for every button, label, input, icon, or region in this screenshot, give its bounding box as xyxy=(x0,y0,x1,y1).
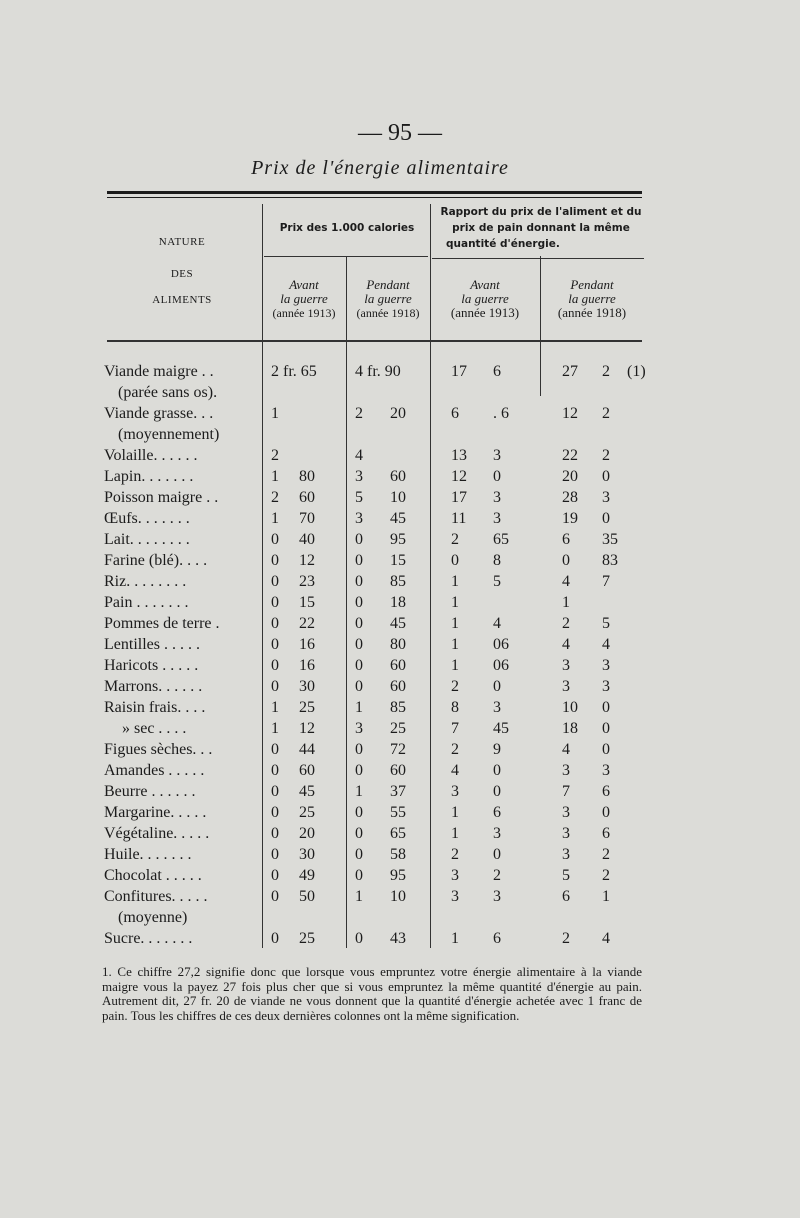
cell-v5: 13 xyxy=(451,447,467,464)
row-label: Pain . . . . . . . xyxy=(104,594,189,611)
cell-v8: 3 xyxy=(602,678,610,695)
top-rule-thin xyxy=(107,197,642,198)
cell-v5: 1 xyxy=(451,930,459,947)
cell-v3: 0 xyxy=(355,573,363,590)
cell-v4: 58 xyxy=(390,846,406,863)
cell-v1: 0 xyxy=(271,657,279,674)
table-row xyxy=(0,592,800,613)
cell-v5: 17 xyxy=(451,489,467,506)
table-row xyxy=(0,886,800,907)
cell-v7: 4 xyxy=(562,741,570,758)
cell-v4: 37 xyxy=(390,783,406,800)
table-row xyxy=(0,445,800,466)
cell-v8: 0 xyxy=(602,804,610,821)
cell-v6: 3 xyxy=(493,489,501,506)
cell-v3: 0 xyxy=(355,846,363,863)
cell-v1: 0 xyxy=(271,783,279,800)
cell-v8: 2 xyxy=(602,447,610,464)
cell-v3: 0 xyxy=(355,762,363,779)
header-col1-l1: Avant xyxy=(289,277,319,292)
header-group1: Prix des 1.000 calories xyxy=(279,222,415,234)
cell-v6: 3 xyxy=(493,825,501,842)
cell-v1: 0 xyxy=(271,594,279,611)
cell-v7: 3 xyxy=(562,804,570,821)
table-row xyxy=(0,781,800,802)
cell-v7: 3 xyxy=(562,657,570,674)
cell-v1: 0 xyxy=(271,552,279,569)
cell-v4: 95 xyxy=(390,867,406,884)
header-col3-l1: Avant xyxy=(470,277,500,292)
cell-v2: 30 xyxy=(299,678,315,695)
cell-v1: 0 xyxy=(271,741,279,758)
cell-v8: 0 xyxy=(602,741,610,758)
footnote: 1. Ce chiffre 27,2 signifie donc que lorsque vous empruntez votre énergie alimentaire à la viande maigre vous la payez 27 fois plus cher que si vous empruntez la même quantité d'énergie au pain. Autrement dit, 27 fr. 20 de viande ne vous donnent que la quantité d'énergie achetée avec 1 franc de pain. Tous les chiffres de ces deux dernières colonnes ont la même signification. xyxy=(102,964,642,1023)
cell-v6: 3 xyxy=(493,510,501,527)
header-col2-l3: (année 1918) xyxy=(356,306,420,320)
cell-note: (1) xyxy=(627,363,646,380)
cell-v5: 3 xyxy=(451,867,459,884)
header-col2-l2: la guerre xyxy=(364,291,412,306)
cell-v8: 6 xyxy=(602,783,610,800)
cell-v6: 45 xyxy=(493,720,509,737)
cell-v4: 95 xyxy=(390,531,406,548)
row-label: Marrons. . . . . . xyxy=(104,678,203,695)
header-col2 xyxy=(346,278,430,320)
header-col4-l3: (année 1918) xyxy=(557,305,627,320)
row-label: Raisin frais. . . . xyxy=(104,699,206,716)
cell-v2: 22 xyxy=(299,615,315,632)
table-row xyxy=(0,613,800,634)
row-label: Lentilles . . . . . xyxy=(104,636,200,653)
cell-v3: 0 xyxy=(355,825,363,842)
row-label: Margarine. . . . . xyxy=(104,804,207,821)
cell-v4: 85 xyxy=(390,699,406,716)
header-col1-l3: (année 1913) xyxy=(272,306,336,320)
cell-v7: 19 xyxy=(562,510,578,527)
cell-v3: 0 xyxy=(355,657,363,674)
table-row xyxy=(0,571,800,592)
cell-v3: 4 fr. 90 xyxy=(355,363,401,380)
cell-v4: 60 xyxy=(390,657,406,674)
table-row xyxy=(0,361,800,382)
cell-v5: 1 xyxy=(451,804,459,821)
cell-v4: 10 xyxy=(390,888,406,905)
cell-v6: 3 xyxy=(493,447,501,464)
cell-v4: 10 xyxy=(390,489,406,506)
cell-v1: 2 xyxy=(271,447,279,464)
cell-v3: 0 xyxy=(355,678,363,695)
cell-v8: 0 xyxy=(602,699,610,716)
group2-brace-line xyxy=(432,258,644,259)
cell-v8: 5 xyxy=(602,615,610,632)
cell-v6: 6 xyxy=(493,930,501,947)
row-label: Viande maigre . . xyxy=(104,363,214,380)
cell-v6: . 6 xyxy=(493,405,509,422)
cell-v8: 2 xyxy=(602,405,610,422)
row-label: Végétaline. . . . . xyxy=(104,825,210,842)
cell-v5: 11 xyxy=(451,510,467,527)
cell-v4: 65 xyxy=(390,825,406,842)
table-row xyxy=(0,823,800,844)
cell-v2: 25 xyxy=(299,699,315,716)
row-label: Huile. . . . . . . xyxy=(104,846,192,863)
table-row xyxy=(0,844,800,865)
cell-v5: 1 xyxy=(451,825,459,842)
cell-v5: 3 xyxy=(451,783,459,800)
cell-v6: 65 xyxy=(493,531,509,548)
cell-v2: 25 xyxy=(299,930,315,947)
table-row xyxy=(0,928,800,949)
cell-v5: 1 xyxy=(451,636,459,653)
cell-v5: 8 xyxy=(451,699,459,716)
cell-v6: 9 xyxy=(493,741,501,758)
cell-v5: 1 xyxy=(451,573,459,590)
cell-v7: 10 xyxy=(562,699,578,716)
row-label: Lait. . . . . . . . xyxy=(104,531,190,548)
cell-v8: 6 xyxy=(602,825,610,842)
cell-v1: 1 xyxy=(271,720,279,737)
cell-v7: 4 xyxy=(562,573,570,590)
cell-v8: 35 xyxy=(602,531,618,548)
top-rule-thick xyxy=(107,191,642,194)
table-row xyxy=(0,466,800,487)
row-label: Riz. . . . . . . . xyxy=(104,573,187,590)
cell-v7: 6 xyxy=(562,888,570,905)
cell-v3: 4 xyxy=(355,447,363,464)
cell-v4: 18 xyxy=(390,594,406,611)
cell-v5: 12 xyxy=(451,468,467,485)
page-number: — 95 — xyxy=(358,120,442,146)
cell-v3: 3 xyxy=(355,510,363,527)
table-row xyxy=(0,487,800,508)
cell-v1: 0 xyxy=(271,531,279,548)
table-row xyxy=(0,550,800,571)
table-row xyxy=(0,382,800,403)
row-label: (moyennement) xyxy=(118,426,220,443)
cell-v7: 27 xyxy=(562,363,578,380)
row-label: Figues sèches. . . xyxy=(104,741,213,758)
cell-v5: 0 xyxy=(451,552,459,569)
cell-v6: 0 xyxy=(493,846,501,863)
cell-v8: 3 xyxy=(602,489,610,506)
cell-v4: 20 xyxy=(390,405,406,422)
cell-v7: 12 xyxy=(562,405,578,422)
cell-v1: 0 xyxy=(271,573,279,590)
row-label: Viande grasse. . . xyxy=(104,405,214,422)
header-group2-line3: quantité d'énergie. xyxy=(446,238,560,250)
cell-v4: 43 xyxy=(390,930,406,947)
cell-v2: 44 xyxy=(299,741,315,758)
cell-v5: 2 xyxy=(451,531,459,548)
cell-v1: 1 xyxy=(271,699,279,716)
table-row xyxy=(0,655,800,676)
cell-v3: 3 xyxy=(355,468,363,485)
cell-v4: 15 xyxy=(390,552,406,569)
header-col4-l2: la guerre xyxy=(568,291,616,306)
cell-v7: 0 xyxy=(562,552,570,569)
cell-v1: 1 xyxy=(271,510,279,527)
cell-v2: 60 xyxy=(299,489,315,506)
cell-v7: 1 xyxy=(562,594,570,611)
cell-v8: 4 xyxy=(602,930,610,947)
cell-v2: 20 xyxy=(299,825,315,842)
cell-v4: 80 xyxy=(390,636,406,653)
cell-v4: 60 xyxy=(390,678,406,695)
cell-v2: 25 xyxy=(299,804,315,821)
table-row xyxy=(0,676,800,697)
cell-v7: 2 xyxy=(562,615,570,632)
cell-v4: 45 xyxy=(390,615,406,632)
cell-v3: 0 xyxy=(355,804,363,821)
cell-v2: 40 xyxy=(299,531,315,548)
cell-v8: 1 xyxy=(602,888,610,905)
header-aliments: ALIMENTS xyxy=(152,294,212,306)
cell-v5: 2 xyxy=(451,678,459,695)
row-label: Lapin. . . . . . . xyxy=(104,468,194,485)
cell-v8: 0 xyxy=(602,720,610,737)
cell-v4: 60 xyxy=(390,762,406,779)
cell-v4: 60 xyxy=(390,468,406,485)
cell-v8: 3 xyxy=(602,762,610,779)
cell-v7: 22 xyxy=(562,447,578,464)
cell-v6: 8 xyxy=(493,552,501,569)
cell-v8: 2 xyxy=(602,363,610,380)
cell-v6: 0 xyxy=(493,783,501,800)
cell-v3: 0 xyxy=(355,636,363,653)
cell-v6: 0 xyxy=(493,762,501,779)
cell-v7: 3 xyxy=(562,825,570,842)
cell-v1: 0 xyxy=(271,762,279,779)
group1-brace-line xyxy=(264,256,428,257)
row-label: Farine (blé). . . . xyxy=(104,552,208,569)
cell-v6: 06 xyxy=(493,636,509,653)
cell-v2: 12 xyxy=(299,552,315,569)
table-row xyxy=(0,697,800,718)
cell-v5: 1 xyxy=(451,657,459,674)
cell-v1: 0 xyxy=(271,825,279,842)
cell-v8: 2 xyxy=(602,846,610,863)
table-row xyxy=(0,760,800,781)
cell-v3: 0 xyxy=(355,867,363,884)
cell-v7: 6 xyxy=(562,531,570,548)
cell-v8: 4 xyxy=(602,636,610,653)
row-label: Haricots . . . . . xyxy=(104,657,199,674)
row-label: Volaille. . . . . . xyxy=(104,447,198,464)
cell-v7: 28 xyxy=(562,489,578,506)
row-label: » sec . . . . xyxy=(122,720,187,737)
cell-v5: 3 xyxy=(451,888,459,905)
header-group2-line2: prix de pain donnant la même xyxy=(452,222,630,234)
header-col3-l3: (année 1913) xyxy=(450,305,520,320)
row-label: Poisson maigre . . xyxy=(104,489,219,506)
header-col1 xyxy=(262,278,346,320)
row-label: (moyenne) xyxy=(118,909,188,926)
cell-v1: 2 fr. 65 xyxy=(271,363,317,380)
row-label: Pommes de terre . xyxy=(104,615,220,632)
cell-v6: 0 xyxy=(493,468,501,485)
cell-v2: 30 xyxy=(299,846,315,863)
cell-v2: 49 xyxy=(299,867,315,884)
cell-v5: 6 xyxy=(451,405,459,422)
cell-v3: 3 xyxy=(355,720,363,737)
cell-v8: 7 xyxy=(602,573,610,590)
cell-v3: 2 xyxy=(355,405,363,422)
cell-v6: 0 xyxy=(493,678,501,695)
cell-v2: 80 xyxy=(299,468,315,485)
cell-v3: 5 xyxy=(355,489,363,506)
row-label: Beurre . . . . . . xyxy=(104,783,196,800)
cell-v5: 2 xyxy=(451,741,459,758)
cell-v5: 7 xyxy=(451,720,459,737)
table-row xyxy=(0,739,800,760)
cell-v8: 3 xyxy=(602,657,610,674)
cell-v6: 2 xyxy=(493,867,501,884)
table-row xyxy=(0,403,800,424)
cell-v2: 50 xyxy=(299,888,315,905)
cell-v4: 85 xyxy=(390,573,406,590)
cell-v3: 0 xyxy=(355,930,363,947)
header-bottom-rule xyxy=(107,340,642,342)
cell-v5: 1 xyxy=(451,594,459,611)
header-des: DES xyxy=(170,268,194,280)
cell-v2: 16 xyxy=(299,657,315,674)
cell-v7: 4 xyxy=(562,636,570,653)
row-label: (parée sans os). xyxy=(118,384,218,401)
cell-v7: 2 xyxy=(562,930,570,947)
table-row xyxy=(0,907,800,928)
cell-v3: 0 xyxy=(355,741,363,758)
cell-v1: 0 xyxy=(271,846,279,863)
header-nature: NATURE xyxy=(158,236,206,248)
cell-v8: 83 xyxy=(602,552,618,569)
cell-v6: 5 xyxy=(493,573,501,590)
table-row xyxy=(0,634,800,655)
cell-v6: 3 xyxy=(493,699,501,716)
cell-v6: 6 xyxy=(493,804,501,821)
cell-v4: 72 xyxy=(390,741,406,758)
row-label: Œufs. . . . . . . xyxy=(104,510,190,527)
cell-v4: 45 xyxy=(390,510,406,527)
row-label: Confitures. . . . . xyxy=(104,888,208,905)
cell-v8: 0 xyxy=(602,468,610,485)
cell-v1: 0 xyxy=(271,930,279,947)
header-group2-line1: Rapport du prix de l'aliment et du xyxy=(440,206,642,218)
cell-v6: 06 xyxy=(493,657,509,674)
cell-v2: 12 xyxy=(299,720,315,737)
cell-v1: 0 xyxy=(271,615,279,632)
row-label: Chocolat . . . . . xyxy=(104,867,202,884)
cell-v6: 3 xyxy=(493,888,501,905)
cell-v1: 1 xyxy=(271,468,279,485)
cell-v6: 4 xyxy=(493,615,501,632)
table-row xyxy=(0,508,800,529)
cell-v2: 45 xyxy=(299,783,315,800)
cell-v5: 4 xyxy=(451,762,459,779)
cell-v6: 6 xyxy=(493,363,501,380)
cell-v8: 0 xyxy=(602,510,610,527)
cell-v2: 15 xyxy=(299,594,315,611)
cell-v3: 1 xyxy=(355,699,363,716)
cell-v7: 20 xyxy=(562,468,578,485)
cell-v1: 1 xyxy=(271,405,279,422)
cell-v4: 55 xyxy=(390,804,406,821)
cell-v3: 1 xyxy=(355,888,363,905)
table-row xyxy=(0,802,800,823)
cell-v1: 0 xyxy=(271,888,279,905)
header-col4-l1: Pendant xyxy=(570,277,614,292)
header-col2-l1: Pendant xyxy=(366,277,410,292)
cell-v7: 5 xyxy=(562,867,570,884)
cell-v3: 0 xyxy=(355,531,363,548)
row-label: Sucre. . . . . . . xyxy=(104,930,193,947)
table-row xyxy=(0,865,800,886)
cell-v7: 7 xyxy=(562,783,570,800)
cell-v4: 25 xyxy=(390,720,406,737)
header-col3 xyxy=(430,278,540,320)
cell-v3: 1 xyxy=(355,783,363,800)
cell-v2: 16 xyxy=(299,636,315,653)
cell-v1: 0 xyxy=(271,804,279,821)
cell-v3: 0 xyxy=(355,594,363,611)
table-row xyxy=(0,718,800,739)
cell-v7: 3 xyxy=(562,678,570,695)
cell-v7: 18 xyxy=(562,720,578,737)
cell-v5: 2 xyxy=(451,846,459,863)
row-label: Amandes . . . . . xyxy=(104,762,205,779)
cell-v1: 0 xyxy=(271,867,279,884)
cell-v2: 23 xyxy=(299,573,315,590)
header-col3-l2: la guerre xyxy=(461,291,509,306)
cell-v7: 3 xyxy=(562,762,570,779)
cell-v7: 3 xyxy=(562,846,570,863)
cell-v1: 2 xyxy=(271,489,279,506)
header-col1-l2: la guerre xyxy=(280,291,328,306)
cell-v1: 0 xyxy=(271,678,279,695)
table-row xyxy=(0,529,800,550)
table-row xyxy=(0,424,800,445)
cell-v8: 2 xyxy=(602,867,610,884)
cell-v2: 60 xyxy=(299,762,315,779)
cell-v2: 70 xyxy=(299,510,315,527)
cell-v1: 0 xyxy=(271,636,279,653)
cell-v5: 17 xyxy=(451,363,467,380)
header-col4 xyxy=(540,278,644,320)
cell-v3: 0 xyxy=(355,552,363,569)
page-title: Prix de l'énergie alimentaire xyxy=(251,157,509,179)
cell-v5: 1 xyxy=(451,615,459,632)
cell-v3: 0 xyxy=(355,615,363,632)
